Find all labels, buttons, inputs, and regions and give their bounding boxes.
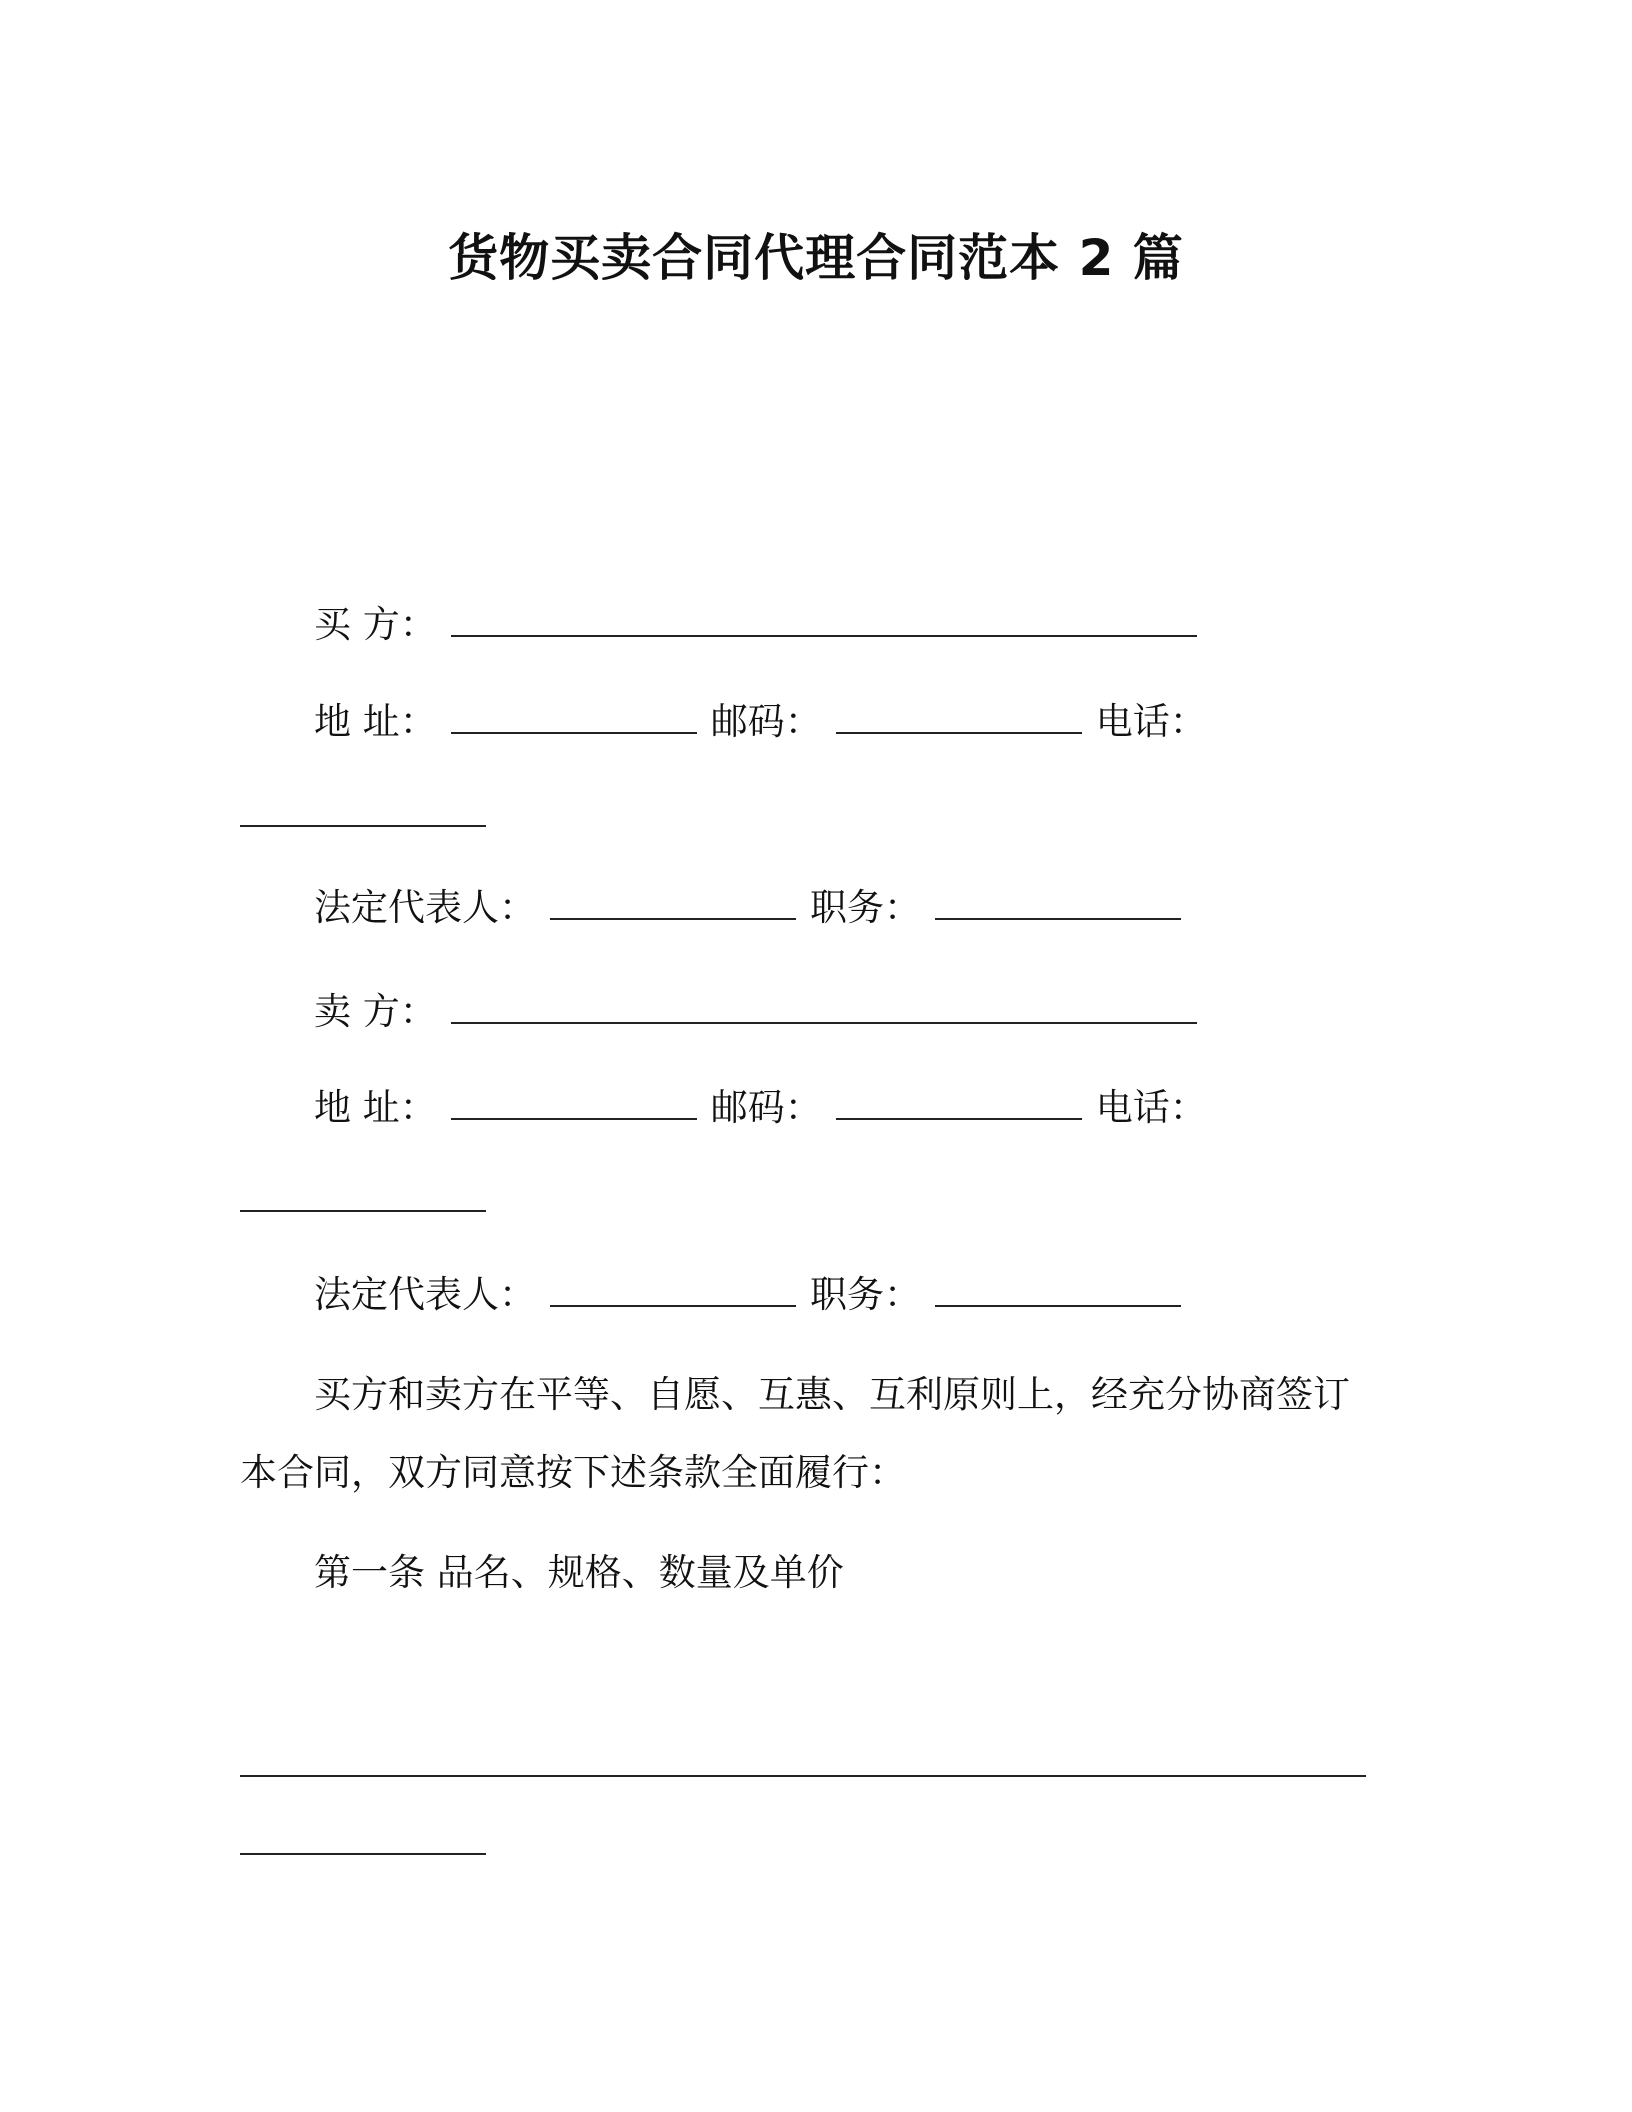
buyer-phone-line [240,790,486,840]
seller-position-label: 职务： [810,1273,921,1316]
seller-address-label: 地 址： [314,1086,437,1129]
article-1-blank-line-1 [240,1740,1366,1790]
buyer-address-blank[interactable] [451,702,697,734]
buyer-address-label: 地 址： [314,700,437,743]
seller-phone-blank[interactable] [240,1180,486,1212]
article-1-blank-line-2 [240,1818,486,1868]
seller-label: 卖 方： [314,990,437,1033]
seller-phone-label: 电话： [1095,1086,1207,1129]
document-title: 货物买卖合同代理合同范本 2 篇 [448,229,1184,287]
seller-rep-line [314,1270,1181,1320]
buyer-name-blank[interactable] [451,605,1197,637]
buyer-phone-blank[interactable] [240,795,486,827]
seller-contact-line [314,1083,1207,1133]
seller-address-blank[interactable] [451,1088,697,1120]
preamble-line-1: 买方和卖方在平等、自愿、互惠、互利原则上，经充分协商签订 [314,1373,1350,1416]
seller-rep-label: 法定代表人： [314,1273,536,1316]
buyer-postcode-label: 邮码： [710,700,822,743]
buyer-position-label: 职务： [810,886,921,929]
buyer-postcode-blank[interactable] [836,702,1082,734]
article-1-blank-1[interactable] [240,1745,1366,1777]
seller-line [314,987,1197,1037]
seller-name-blank[interactable] [451,992,1197,1024]
seller-postcode-label: 邮码： [710,1086,822,1129]
buyer-rep-label: 法定代表人： [314,886,536,929]
seller-postcode-blank[interactable] [836,1088,1082,1120]
buyer-rep-blank[interactable] [550,888,796,920]
buyer-rep-line [314,883,1181,933]
seller-rep-blank[interactable] [550,1275,796,1307]
buyer-position-blank[interactable] [935,888,1181,920]
buyer-phone-label: 电话： [1095,700,1207,743]
seller-phone-line [240,1175,486,1225]
preamble-line-2: 本合同，双方同意按下述条款全面履行： [240,1451,906,1494]
buyer-label: 买 方： [314,603,437,646]
article-1-blank-2[interactable] [240,1823,486,1855]
buyer-contact-line [314,697,1207,747]
article-1-heading: 第一条 品名、规格、数量及单价 [314,1551,844,1594]
seller-position-blank[interactable] [935,1275,1181,1307]
buyer-line [314,600,1197,650]
